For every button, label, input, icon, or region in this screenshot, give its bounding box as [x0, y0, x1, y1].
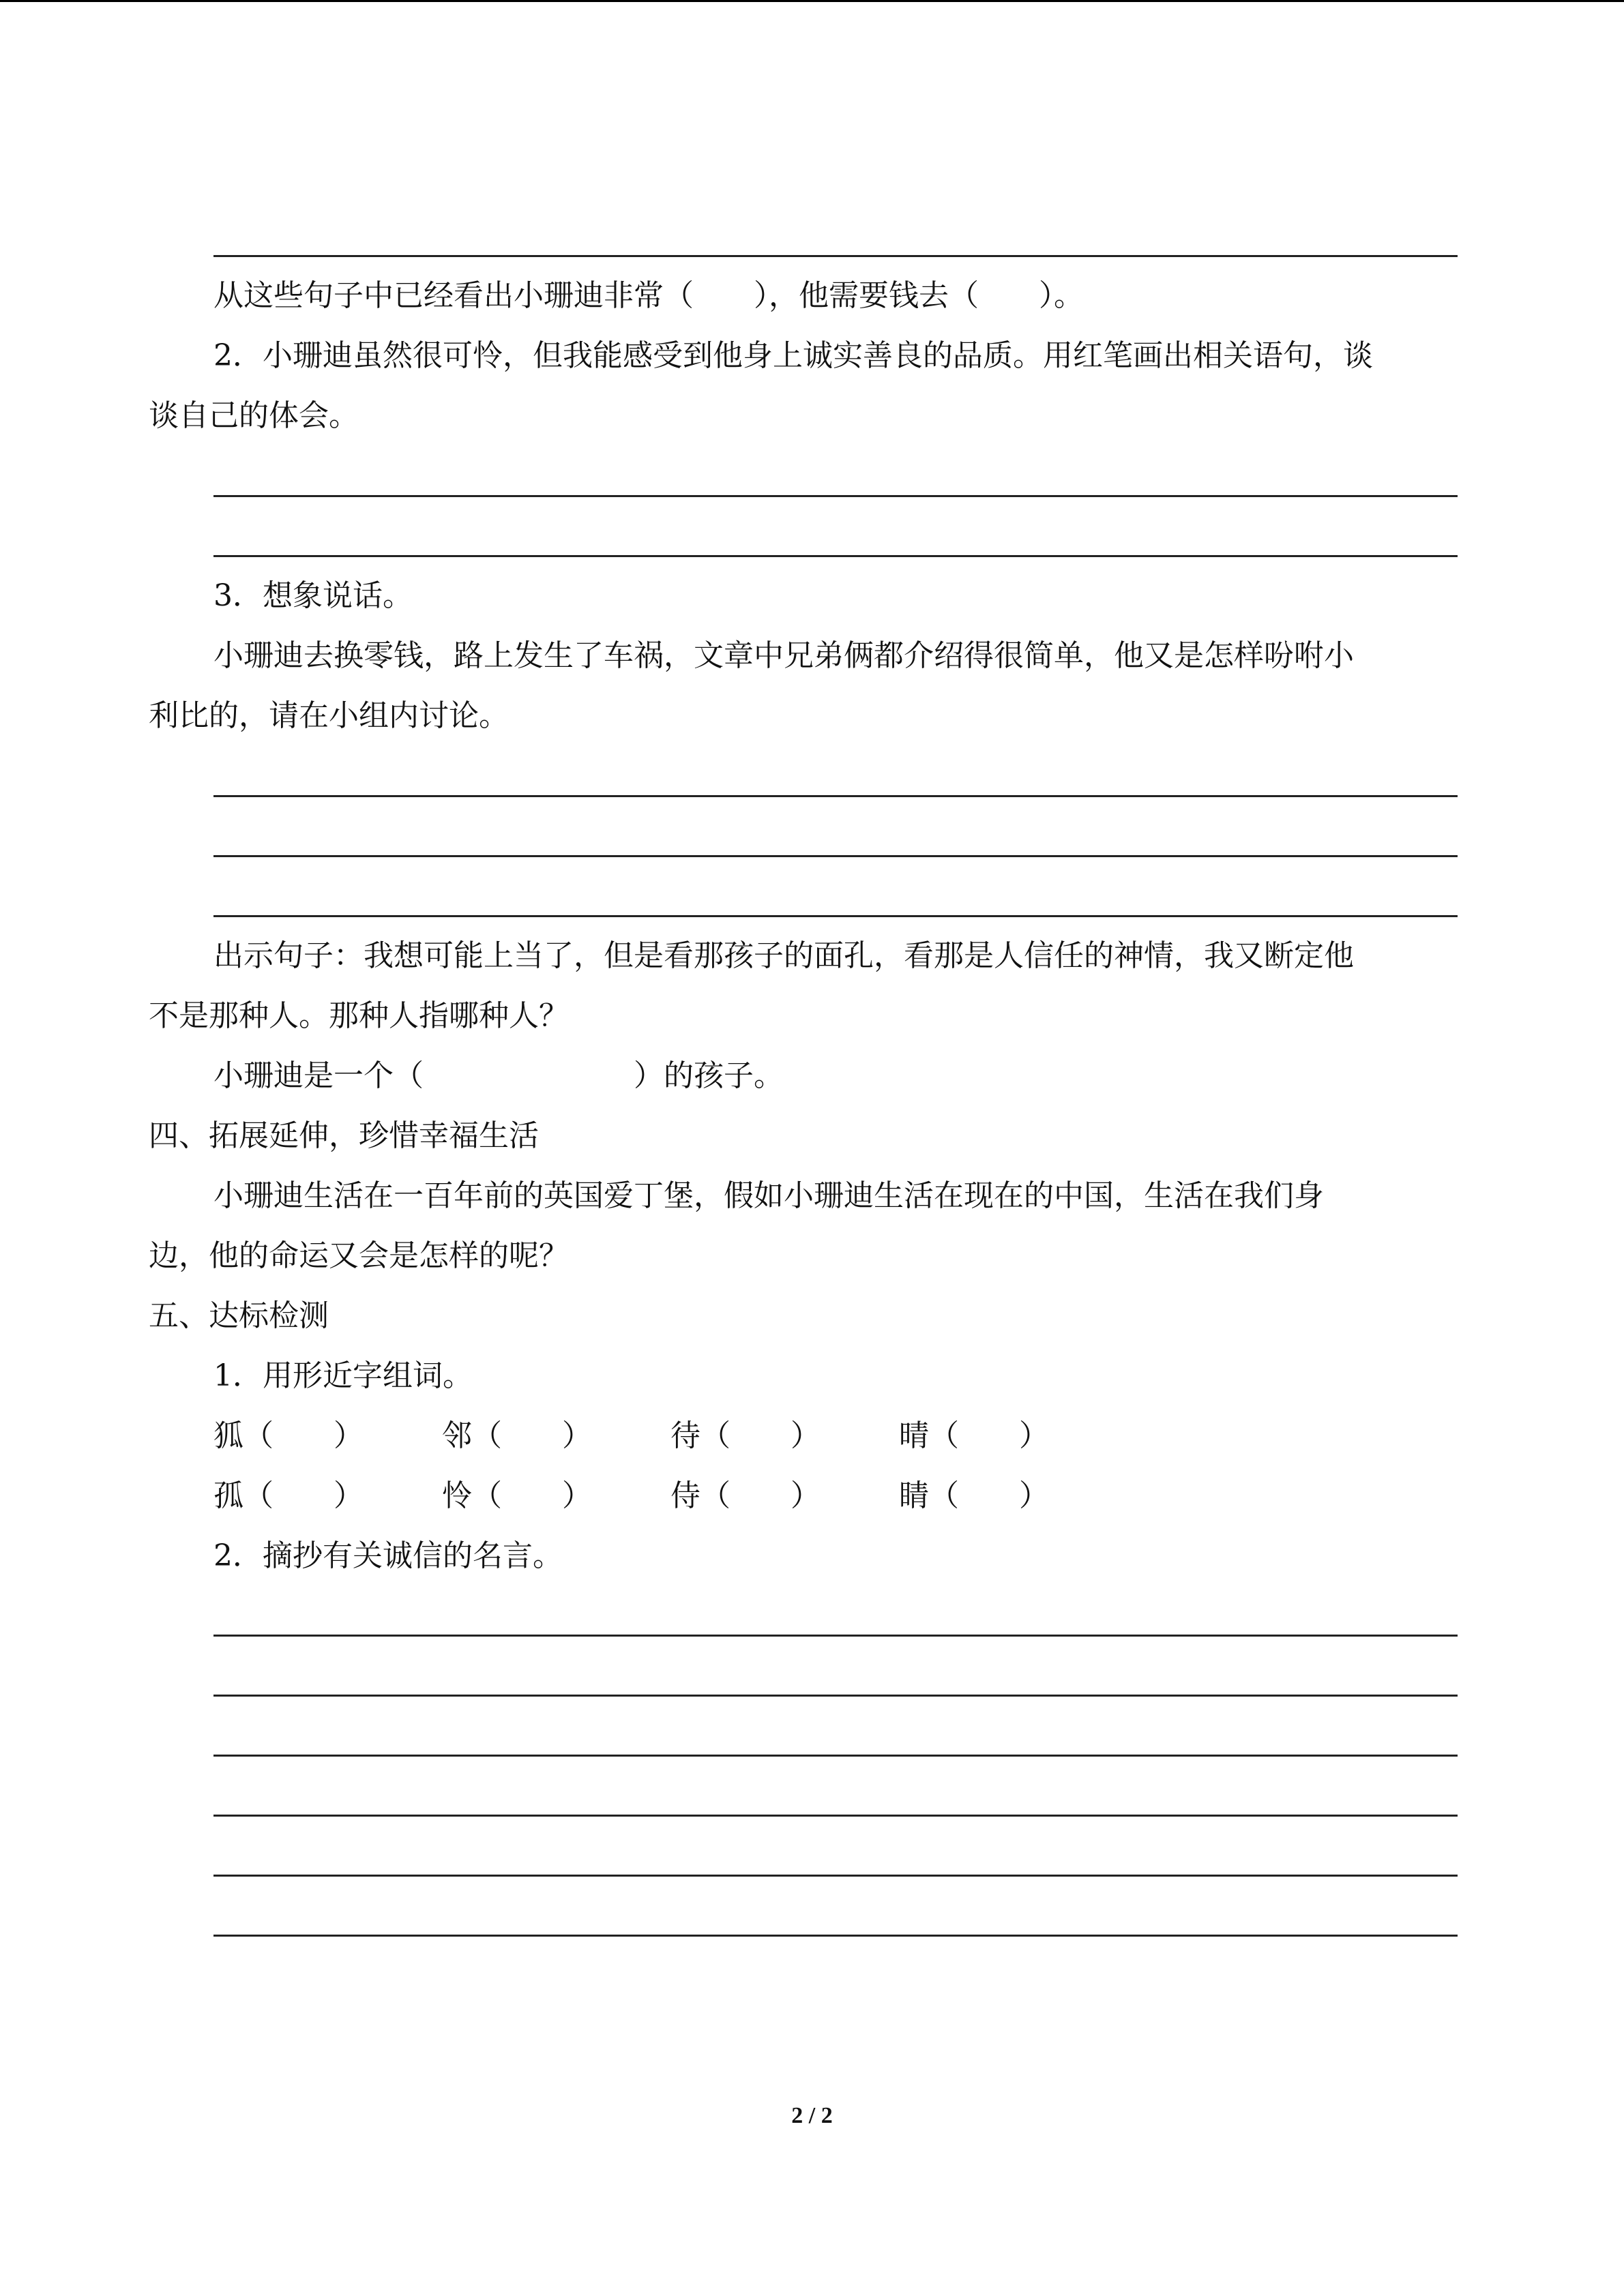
word-blank: 邻（ ） [442, 1418, 592, 1453]
child-fill-sentence: 小珊迪是一个（ ）的孩子。 [213, 1058, 784, 1093]
answer-line [213, 555, 1458, 557]
word-blank: 狐（ ） [213, 1418, 364, 1453]
fill-sentence: 从这些句子中已经看出小珊迪非常（ ），他需要钱去（ ）。 [213, 278, 1084, 313]
word-blank: 怜（ ） [442, 1478, 592, 1513]
section-four-line-1: 小珊迪生活在一百年前的英国爱丁堡，假如小珊迪生活在现在的中国，生活在我们身 [213, 1178, 1324, 1213]
answer-line [213, 1935, 1458, 1937]
show-sentence-line-2: 不是那种人。那种人指哪种人？ [149, 998, 569, 1033]
word-blank: 孤（ ） [213, 1478, 364, 1513]
section-five-q2-title: 2．摘抄有关诚信的名言。 [213, 1538, 563, 1573]
show-sentence-line-1: 出示句子：我想可能上当了，但是看那孩子的面孔，看那是人信任的神情，我又断定他 [213, 938, 1354, 973]
answer-line [213, 915, 1458, 917]
word-blank: 侍（ ） [670, 1478, 821, 1513]
question-2-line-2: 谈自己的体会。 [149, 398, 359, 433]
page-number: 2 / 2 [791, 2103, 833, 2128]
question-3-title: 3．想象说话。 [213, 578, 413, 613]
answer-line [213, 1755, 1458, 1757]
answer-line [213, 795, 1458, 797]
word-blank: 睛（ ） [899, 1478, 1049, 1513]
answer-line [213, 1815, 1458, 1817]
answer-line [213, 1875, 1458, 1877]
page-top-border [0, 0, 1624, 2]
answer-line [213, 1695, 1458, 1697]
answer-line [213, 255, 1458, 257]
word-blank: 待（ ） [670, 1418, 821, 1453]
answer-line [213, 495, 1458, 497]
question-3-line-1: 小珊迪去换零钱，路上发生了车祸，文章中兄弟俩都介绍得很简单，他又是怎样吩咐小 [213, 638, 1354, 673]
section-four-line-2: 边，他的命运又会是怎样的呢？ [149, 1238, 569, 1273]
answer-line [213, 1635, 1458, 1637]
question-3-line-2: 利比的，请在小组内讨论。 [149, 698, 509, 733]
section-five-q1-title: 1．用形近字组词。 [213, 1358, 473, 1393]
word-blank: 晴（ ） [899, 1418, 1049, 1453]
answer-line [213, 855, 1458, 857]
section-four-heading: 四、拓展延伸，珍惜幸福生活 [149, 1118, 539, 1153]
section-five-heading: 五、达标检测 [149, 1298, 329, 1333]
question-2-line-1: 2．小珊迪虽然很可怜，但我能感受到他身上诚实善良的品质。用红笔画出相关语句，谈 [213, 338, 1373, 373]
